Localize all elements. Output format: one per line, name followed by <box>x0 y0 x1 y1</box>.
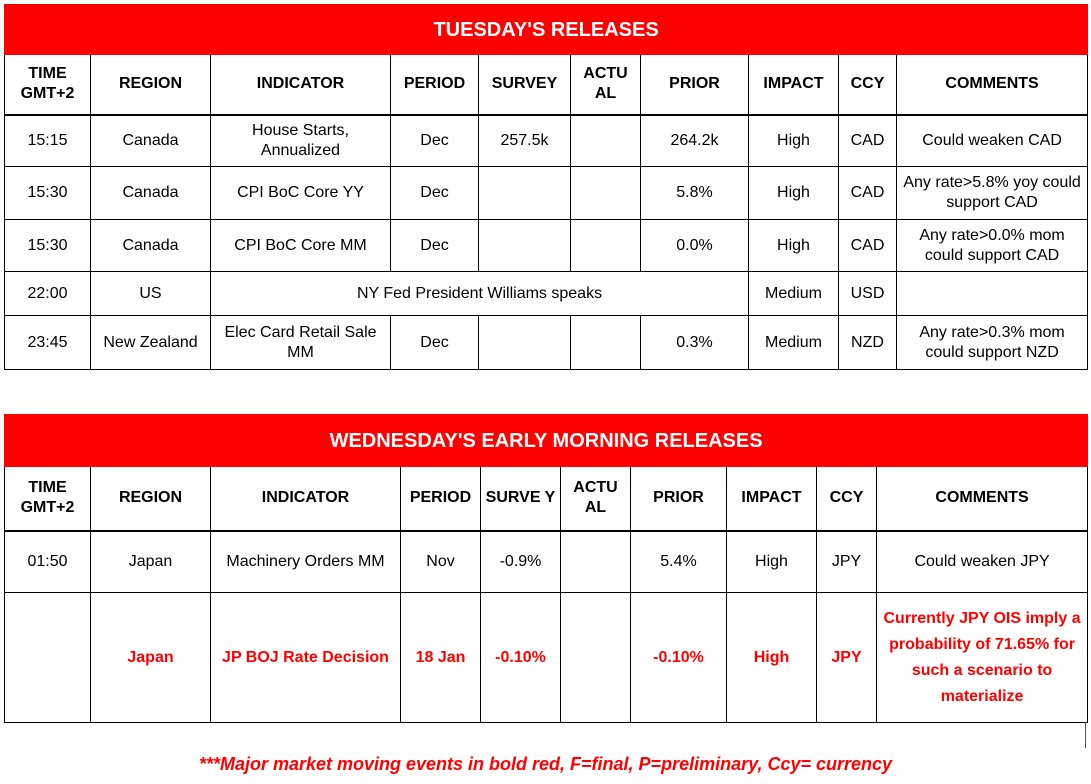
cell-region: Canada <box>91 167 211 220</box>
cell-indicator: Elec Card Retail Sale MM <box>211 316 391 370</box>
table-row <box>5 316 1088 370</box>
cell-actual <box>561 531 631 593</box>
col-header-actual: ACTU AL <box>561 467 631 531</box>
col-header-prior: PRIOR <box>641 55 749 115</box>
table-row <box>5 531 1088 593</box>
cell-ccy: NZD <box>839 316 897 370</box>
cell-ccy: JPY <box>817 531 877 593</box>
cell-actual <box>571 220 641 272</box>
divider <box>1085 722 1086 748</box>
cell-actual <box>561 593 631 723</box>
col-header-period: PERIOD <box>401 467 481 531</box>
cell-survey <box>479 316 571 370</box>
footer-note: ***Major market moving events in bold red, F=final, P=preliminary, Ccy= currency <box>198 754 893 774</box>
cell-indicator: House Starts, Annualized <box>211 115 391 167</box>
col-header-time: TIME GMT+2 <box>5 467 91 531</box>
col-header-comments: COMMENTS <box>877 467 1088 531</box>
cell-prior: 5.8% <box>641 167 749 220</box>
cell-comments: Any rate>5.8% yoy could support CAD <box>897 167 1088 220</box>
cell-indicator: JP BOJ Rate Decision <box>211 593 401 723</box>
cell-comments <box>897 272 1088 316</box>
cell-time: 15:30 <box>5 220 91 272</box>
cell-ccy: JPY <box>817 593 877 723</box>
cell-prior: -0.10% <box>631 593 727 723</box>
cell-impact: High <box>749 220 839 272</box>
cell-prior: 5.4% <box>631 531 727 593</box>
cell-comments: Any rate>0.0% mom could support CAD <box>897 220 1088 272</box>
col-header-indicator: INDICATOR <box>211 467 401 531</box>
cell-ccy: CAD <box>839 220 897 272</box>
col-header-ccy: CCY <box>817 467 877 531</box>
cell-ccy: CAD <box>839 115 897 167</box>
cell-actual <box>571 115 641 167</box>
cell-time: 15:30 <box>5 167 91 220</box>
cell-actual <box>571 316 641 370</box>
cell-survey <box>479 167 571 220</box>
table-row <box>5 220 1088 272</box>
col-header-prior: PRIOR <box>631 467 727 531</box>
cell-indicator: NY Fed President Williams speaks <box>211 272 749 316</box>
cell-region: Japan <box>91 593 211 723</box>
cell-actual <box>571 167 641 220</box>
cell-comments: Could weaken CAD <box>897 115 1088 167</box>
cell-time: 15:15 <box>5 115 91 167</box>
cell-time: 01:50 <box>5 531 91 593</box>
cell-impact: High <box>749 167 839 220</box>
wednesday-releases-table <box>4 414 1088 723</box>
col-header-survey: SURVE Y <box>481 467 561 531</box>
col-header-indicator: INDICATOR <box>211 55 391 115</box>
cell-region: Canada <box>91 115 211 167</box>
col-header-region: REGION <box>91 55 211 115</box>
cell-prior: 0.3% <box>641 316 749 370</box>
cell-comments: Currently JPY OIS imply a probability of 71.65% for such a scenario to materialize <box>877 593 1088 723</box>
header-row <box>5 55 1088 115</box>
cell-region: New Zealand <box>91 316 211 370</box>
cell-survey: 257.5k <box>479 115 571 167</box>
cell-impact: Medium <box>749 272 839 316</box>
cell-impact: High <box>727 531 817 593</box>
cell-time <box>5 593 91 723</box>
cell-region: Canada <box>91 220 211 272</box>
cell-impact: High <box>749 115 839 167</box>
cell-time: 23:45 <box>5 316 91 370</box>
col-header-period: PERIOD <box>391 55 479 115</box>
cell-prior: 0.0% <box>641 220 749 272</box>
table-row <box>5 115 1088 167</box>
table-title: TUESDAY'S RELEASES <box>5 5 1088 55</box>
table-title: WEDNESDAY'S EARLY MORNING RELEASES <box>5 415 1088 467</box>
table-row-major-event <box>5 593 1088 723</box>
cell-survey: -0.10% <box>481 593 561 723</box>
col-header-impact: IMPACT <box>749 55 839 115</box>
tuesday-releases-table <box>4 4 1088 370</box>
cell-period: Dec <box>391 115 479 167</box>
col-header-impact: IMPACT <box>727 467 817 531</box>
col-header-time: TIME GMT+2 <box>5 55 91 115</box>
table-row <box>5 272 1088 316</box>
table-row <box>5 167 1088 220</box>
cell-indicator: CPI BoC Core MM <box>211 220 391 272</box>
cell-prior: 264.2k <box>641 115 749 167</box>
col-header-ccy: CCY <box>839 55 897 115</box>
col-header-region: REGION <box>91 467 211 531</box>
cell-period: Dec <box>391 220 479 272</box>
cell-comments: Could weaken JPY <box>877 531 1088 593</box>
cell-time: 22:00 <box>5 272 91 316</box>
cell-ccy: CAD <box>839 167 897 220</box>
cell-period: Dec <box>391 167 479 220</box>
cell-period: Dec <box>391 316 479 370</box>
cell-indicator: Machinery Orders MM <box>211 531 401 593</box>
col-header-survey: SURVEY <box>479 55 571 115</box>
cell-indicator: CPI BoC Core YY <box>211 167 391 220</box>
cell-region: Japan <box>91 531 211 593</box>
cell-period: 18 Jan <box>401 593 481 723</box>
cell-impact: High <box>727 593 817 723</box>
cell-region: US <box>91 272 211 316</box>
cell-comments: Any rate>0.3% mom could support NZD <box>897 316 1088 370</box>
col-header-comments: COMMENTS <box>897 55 1088 115</box>
header-row <box>5 467 1088 531</box>
cell-survey: -0.9% <box>481 531 561 593</box>
cell-ccy: USD <box>839 272 897 316</box>
cell-survey <box>479 220 571 272</box>
cell-impact: Medium <box>749 316 839 370</box>
cell-period: Nov <box>401 531 481 593</box>
col-header-actual: ACTU AL <box>571 55 641 115</box>
